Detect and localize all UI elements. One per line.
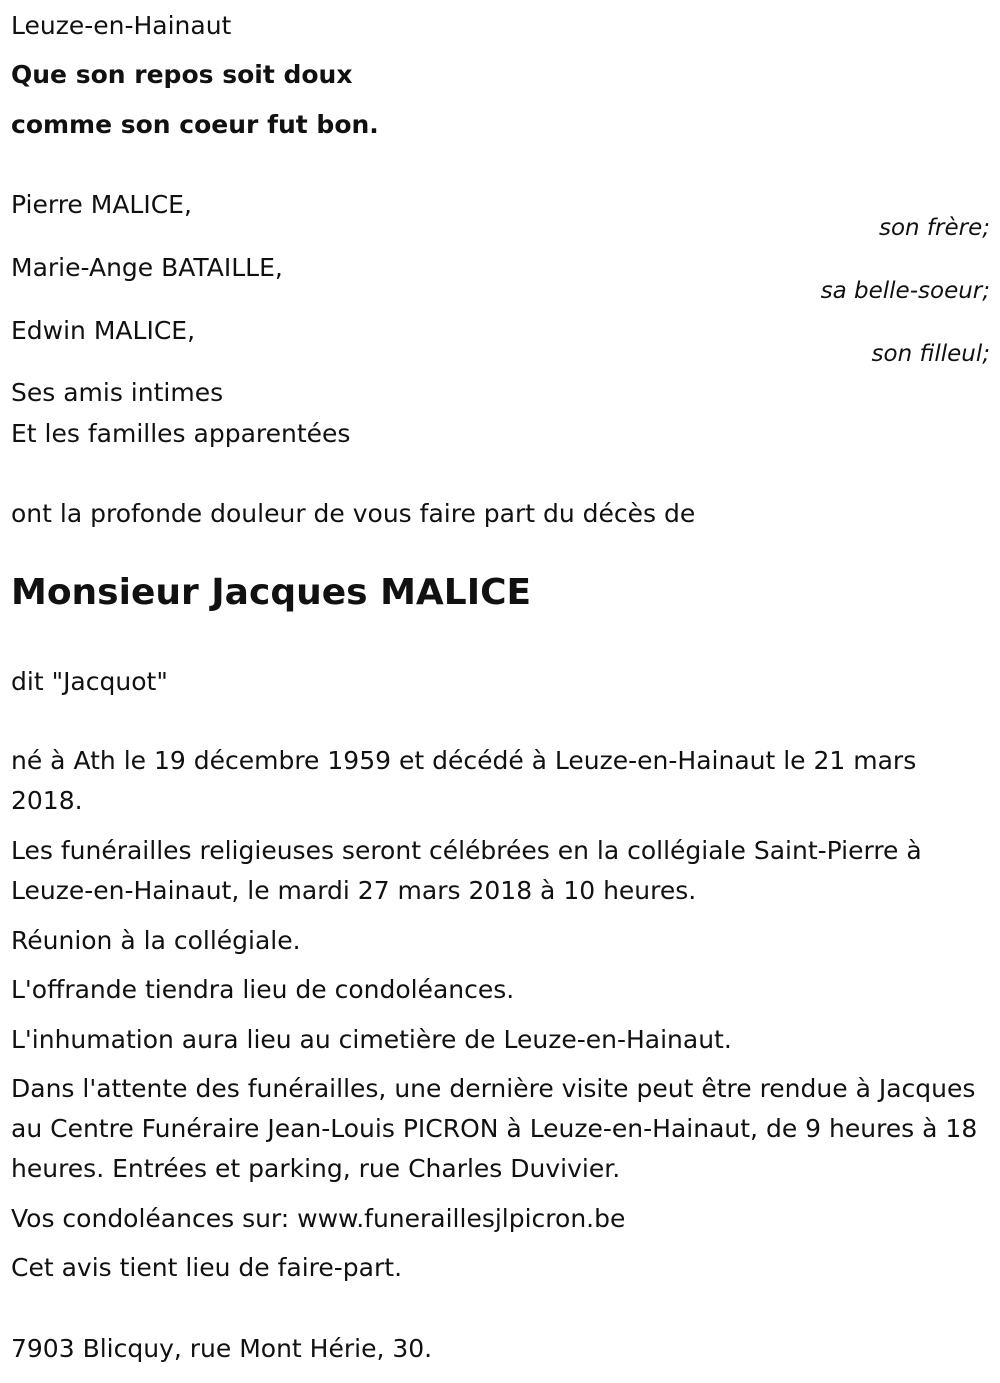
verse-line-1: Que son repos soit doux [11, 60, 353, 89]
visit-text: Dans l'attente des funérailles, une dernière visite peut être rendue à Jacques au Centre Funéraire Jean-Louis PICRON à Leuze-en-Hainaut, de 9 heures à 18 heures. Entrées et parking, rue Charles Duvivier. [11, 1074, 978, 1183]
funeral-text: Les funérailles religieuses seront célébrées en la collégiale Saint-Pierre à Leuze-en-Hainaut, le mardi 27 mars 2018 à 10 heures. [11, 836, 922, 905]
family-member-relation: sa belle-soeur; [820, 278, 990, 304]
family-member-relation: son frère; [878, 215, 990, 241]
notice-text: Cet avis tient lieu de faire-part. [11, 1253, 403, 1282]
burial-text: L'inhumation aura lieu au cimetière de Leuze-en-Hainaut. [11, 1025, 732, 1054]
condolences-text: Vos condoléances sur: www.funeraillesjlpicron.be [11, 1204, 626, 1233]
deceased-name: Monsieur Jacques MALICE [11, 572, 532, 613]
family-member-name: Marie-Ange BATAILLE, [11, 253, 283, 282]
announcement-text: ont la profonde douleur de vous faire part du décès de [11, 499, 696, 528]
family-member-name: Edwin MALICE, [11, 316, 196, 345]
city-heading: Leuze-en-Hainaut [11, 11, 232, 40]
family-member-relation: son filleul; [871, 341, 990, 367]
family-member-name: Pierre MALICE, [11, 190, 192, 219]
birth-death-text: né à Ath le 19 décembre 1959 et décédé à Leuze-en-Hainaut le 21 mars 2018. [11, 746, 917, 815]
meeting-text: Réunion à la collégiale. [11, 926, 301, 955]
address-text: 7903 Blicquy, rue Mont Hérie, 30. [11, 1334, 433, 1363]
deceased-nickname: dit "Jacquot" [11, 667, 168, 696]
friends-line: Ses amis intimes [11, 378, 224, 407]
verse-line-2: comme son coeur fut bon. [11, 110, 379, 139]
families-line: Et les familles apparentées [11, 419, 351, 448]
offering-text: L'offrande tiendra lieu de condoléances. [11, 975, 515, 1004]
